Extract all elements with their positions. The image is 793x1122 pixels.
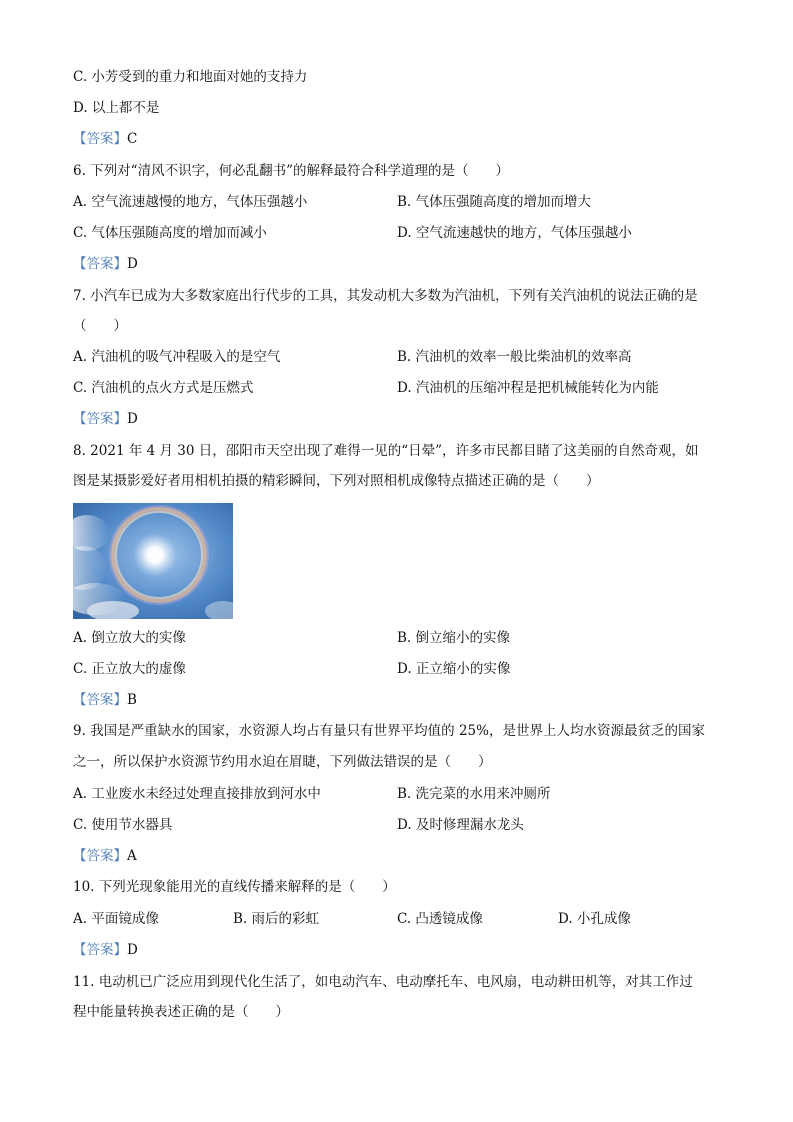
answer-label: 【答案】 <box>73 848 127 864</box>
answer-label: 【答案】 <box>73 692 127 708</box>
question-8-option-a: A. 倒立放大的实像 <box>73 630 186 646</box>
answer-value: D <box>127 256 138 272</box>
question-11-stem-line1: 11. 电动机已广泛应用到现代化生活了，如电动汽车、电动摩托车、电风扇，电动耕田机等，对其工作过 <box>73 974 693 990</box>
option-d-prev: D. 以上都不是 <box>73 100 160 116</box>
question-8-option-b: B. 倒立缩小的实像 <box>397 630 511 646</box>
question-9-option-a: A. 工业废水未经过处理直接排放到河水中 <box>73 786 321 802</box>
question-11-stem-line2: 程中能量转换表述正确的是（ ） <box>73 1004 289 1020</box>
answer-value: D <box>127 942 138 958</box>
question-7-stem-line2: （ ） <box>73 318 127 334</box>
question-9-option-b: B. 洗完菜的水用来冲厕所 <box>397 786 551 802</box>
question-9-stem-line2: 之一，所以保护水资源节约用水迫在眉睫，下列做法错误的是（ ） <box>73 754 492 770</box>
question-7-option-a: A. 汽油机的吸气冲程吸入的是空气 <box>73 349 281 365</box>
question-9-option-d: D. 及时修理漏水龙头 <box>397 817 524 833</box>
question-7-option-c: C. 汽油机的点火方式是压燃式 <box>73 380 254 396</box>
question-10-option-b: B. 雨后的彩虹 <box>233 911 320 927</box>
question-6-option-b: B. 气体压强随高度的增加而增大 <box>397 194 592 210</box>
answer-value: A <box>127 848 137 864</box>
answer-label: 【答案】 <box>73 256 127 272</box>
answer-6 <box>73 255 138 273</box>
answer-9 <box>73 847 137 865</box>
question-6-option-c: C. 气体压强随高度的增加而减小 <box>73 225 267 241</box>
sun-halo-photo <box>73 503 233 619</box>
answer-5 <box>73 130 137 148</box>
question-7-stem-line1: 7. 小汽车已成为大多数家庭出行代步的工具，其发动机大多数为汽油机，下列有关汽油机的说法正确的是 <box>73 288 698 304</box>
question-8-option-d: D. 正立缩小的实像 <box>397 661 511 677</box>
question-8-stem-line1: 8. 2021 年 4 月 30 日，邵阳市天空出现了难得一见的“日晕”，许多市民都目睹了这美丽的自然奇观，如 <box>73 443 699 459</box>
answer-value: D <box>127 411 138 427</box>
answer-10 <box>73 941 138 959</box>
question-6-stem: 6. 下列对“清风不识字，何必乱翻书”的解释最符合科学道理的是（ ） <box>73 163 509 179</box>
answer-label: 【答案】 <box>73 942 127 958</box>
question-7-option-b: B. 汽油机的效率一般比柴油机的效率高 <box>397 349 632 365</box>
answer-value: B <box>127 692 137 708</box>
answer-8 <box>73 691 137 709</box>
question-9-option-c: C. 使用节水器具 <box>73 817 173 833</box>
option-c-prev: C. 小芳受到的重力和地面对她的支持力 <box>73 69 308 85</box>
question-6-option-d: D. 空气流速越快的地方，气体压强越小 <box>397 225 632 241</box>
question-10-option-d: D. 小孔成像 <box>558 911 631 927</box>
question-7-option-d: D. 汽油机的压缩冲程是把机械能转化为内能 <box>397 380 659 396</box>
question-8-option-c: C. 正立放大的虚像 <box>73 661 186 677</box>
question-9-stem-line1: 9. 我国是严重缺水的国家，水资源人均占有量只有世界平均值的 25%，是世界上人均水资源最贫乏的国家 <box>73 723 705 739</box>
answer-label: 【答案】 <box>73 411 127 427</box>
question-6-option-a: A. 空气流速越慢的地方，气体压强越小 <box>73 194 308 210</box>
question-10-stem: 10. 下列光现象能用光的直线传播来解释的是（ ） <box>73 879 396 895</box>
answer-value: C <box>127 131 138 147</box>
question-10-option-c: C. 凸透镜成像 <box>397 911 483 927</box>
question-8-stem-line2: 图是某摄影爱好者用相机拍摄的精彩瞬间，下列对照相机成像特点描述正确的是（ ） <box>73 473 600 489</box>
answer-label: 【答案】 <box>73 131 127 147</box>
answer-7 <box>73 410 138 428</box>
question-10-option-a: A. 平面镜成像 <box>73 911 159 927</box>
